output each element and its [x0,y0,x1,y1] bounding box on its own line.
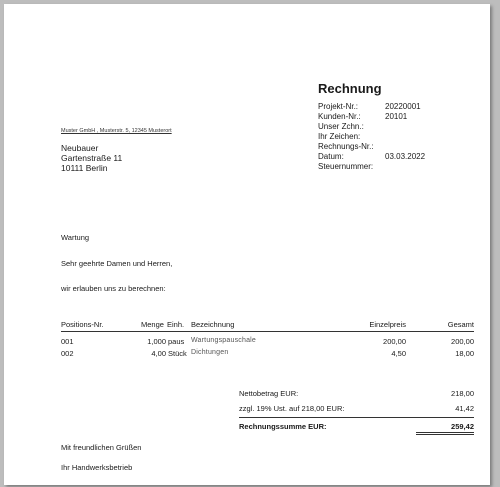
invoice-meta-labels [318,102,374,172]
invoice-page [4,4,490,485]
recipient-street: Gartenstraße 11 [61,153,123,163]
recipient-name: Neubauer [61,143,99,153]
closing-greeting: Mit freundlichen Grüßen [61,443,142,452]
row-2-price: 4,50 [391,349,406,358]
intro-text: wir erlauben uns zu berechnen: [61,284,166,293]
sum-label: Rechnungssumme EUR: [239,422,327,431]
col-header-price: Einzelpreis [369,320,406,329]
col-header-total: Gesamt [447,320,474,329]
meta-label-date: Datum: [318,152,344,161]
meta-label-invoice-no: Rechnungs-Nr.: [318,142,374,151]
recipient-address [61,143,122,173]
meta-label-customer: Kunden-Nr.: [318,112,361,121]
meta-value-customer: 20101 [385,112,408,121]
col-header-qty: Menge [141,320,164,329]
row-2-qty: 4,00 [151,349,166,358]
vat-label: zzgl. 19% Ust. auf 218,00 EUR: [239,404,345,413]
sum-value: 259,42 [451,422,474,431]
closing-signature: Ihr Handwerksbetrieb [61,463,133,472]
net-value: 218,00 [451,389,474,398]
row-2-unit: Stück [168,349,187,358]
invoice-title: Rechnung [318,81,382,96]
sum-underline-1 [416,432,474,433]
meta-value-date: 03.03.2022 [385,152,426,161]
meta-label-project: Projekt-Nr.: [318,102,359,111]
col-header-unit: Einh. [167,320,185,329]
meta-value-tax-no [385,162,425,172]
invoice-meta-values [385,102,425,172]
row-2-total: 18,00 [455,349,474,358]
row-2-pos: 002 [61,349,74,358]
row-1-price: 200,00 [383,337,406,346]
row-1-qty: 1,000 [147,337,166,346]
table-header-rule [61,331,474,332]
meta-value-project: 20220001 [385,102,421,111]
col-header-pos: Positions-Nr. [61,320,104,329]
recipient-city: 10111 Berlin [61,163,108,173]
sum-underline-2 [416,434,474,435]
meta-label-your-ref: Ihr Zeichen: [318,132,361,141]
meta-label-tax-no: Steuernummer: [318,162,374,171]
col-header-desc: Bezeichnung [191,320,235,329]
row-1-unit: paus [168,337,185,346]
row-1-pos: 001 [61,337,74,346]
row-1-total: 200,00 [451,337,474,346]
sender-line: Muster GmbH , Musterstr. 5, 12345 Musterort [61,128,172,134]
meta-label-our-ref: Unser Zchn.: [318,122,364,131]
meta-value-invoice-no [385,142,425,152]
totals-rule [239,417,474,418]
row-2-desc: Dichtungen [191,349,229,356]
salutation: Sehr geehrte Damen und Herren, [61,259,173,268]
vat-value: 41,42 [455,404,474,413]
row-1-desc: Wartungspauschale [191,337,257,344]
meta-value-our-ref [385,122,425,132]
net-label: Nettobetrag EUR: [239,389,299,398]
subject-line: Wartung [61,233,90,242]
meta-value-your-ref [385,132,425,142]
